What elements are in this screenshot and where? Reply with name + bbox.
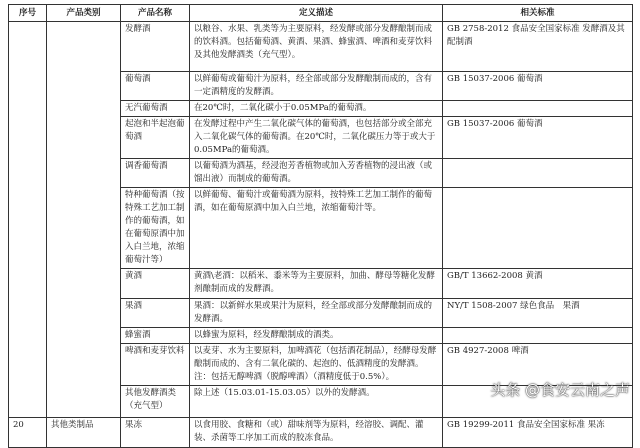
product-name: 葡萄酒 xyxy=(121,72,190,101)
standard: GB 4927-2008 啤酒 xyxy=(443,344,633,386)
product-name: 起泡和半起泡葡萄酒 xyxy=(121,117,190,159)
standard: GB 15037-2006 葡萄酒 xyxy=(443,117,633,159)
standard xyxy=(443,188,633,269)
definition: 以葡萄酒为酒基，经浸泡芳香植物或加入芳香植物的浸出液（或馏出液）而制成的葡萄酒。 xyxy=(190,159,443,188)
header-category: 产品类别 xyxy=(47,5,121,22)
watermark: 头条 @食安云南之声 xyxy=(490,381,630,399)
group20-desc: 以食用胶、食糖和（或）甜味剂等为原料，经溶胶、调配、灌装、杀菌等工序加工而成的胶冻食品。 xyxy=(190,418,443,448)
product-name: 其他发酵酒类（充气型） xyxy=(121,386,190,418)
header-name: 产品名称 xyxy=(121,5,190,22)
definition: 在20℃时，二氧化碳小于0.05MPa的葡萄酒。 xyxy=(190,101,443,117)
standard: GB 15037-2006 葡萄酒 xyxy=(443,72,633,101)
group20-name: 果冻 xyxy=(121,418,190,448)
group20-std: GB 19299-2011 食品安全国家标准 果冻 xyxy=(443,418,633,448)
standard: GB 2758-2012 食品安全国家标准 发酵酒及其配制酒 xyxy=(443,22,633,72)
product-name: 无汽葡萄酒 xyxy=(121,101,190,117)
product-name: 调香葡萄酒 xyxy=(121,159,190,188)
standard: GB/T 13662-2008 黄酒 xyxy=(443,269,633,299)
row-no-cell xyxy=(9,22,47,418)
group20-category: 其他类制品 xyxy=(47,418,121,448)
standard xyxy=(443,101,633,117)
definition: 黄酒\老酒：以稻米、黍米等为主要原料，加曲、酵母等糖化发酵剂酿制而成的发酵酒。 xyxy=(190,269,443,299)
table-row xyxy=(9,22,633,72)
table-row xyxy=(9,418,633,448)
definition: 果酒：以新鲜水果或果汁为原料，经全部或部分发酵酿制而成的发酵酒。 xyxy=(190,299,443,328)
product-name: 蜂蜜酒 xyxy=(121,328,190,344)
definition: 以鲜葡萄、葡萄汁或葡萄酒为原料，按特殊工艺加工制作的葡萄酒，如在葡萄原酒中加入白兰地，浓缩葡萄汁等。 xyxy=(190,188,443,269)
definition: 以粮谷、水果、乳类等为主要原料，经发酵或部分发酵酿制而成的饮料酒。包括葡萄酒、黄酒、果酒、蜂蜜酒、啤酒和麦芽饮料及其他发酵酒类（充气型）。 xyxy=(190,22,443,72)
standard: NY/T 1508-2007 绿色食品 果酒 xyxy=(443,299,633,328)
header-no: 序号 xyxy=(9,5,47,22)
definition: 以鲜葡萄或葡萄汁为原料，经全部或部分发酵酿制而成的，含有一定酒精度的发酵酒。 xyxy=(190,72,443,101)
definition: 以蜂蜜为原料，经发酵酿制成的酒类。 xyxy=(190,328,443,344)
header-standard: 相关标准 xyxy=(443,5,633,22)
product-name: 黄酒 xyxy=(121,269,190,299)
definition: 在发酵过程中产生二氧化碳气体的葡萄酒，也包括部分或全部充入二氧化碳气体的葡萄酒。在20℃时，二氧化碳压力等于或大于0.05MPa的葡萄酒。 xyxy=(190,117,443,159)
product-name: 果酒 xyxy=(121,299,190,328)
row-category-cell xyxy=(47,22,121,418)
standard xyxy=(443,159,633,188)
group20-no: 20 xyxy=(9,418,47,448)
product-name: 啤酒和麦芽饮料 xyxy=(121,344,190,386)
definition: 除上述（15.03.01-15.03.05）以外的发酵酒。 xyxy=(190,386,443,418)
product-name: 发酵酒 xyxy=(121,22,190,72)
standard xyxy=(443,328,633,344)
header-definition: 定义描述 xyxy=(190,5,443,22)
table-header xyxy=(9,5,633,22)
definition: 以麦芽、水为主要原料，加啤酒花（包括酒花制品），经酵母发酵酿制而成的、含有二氧化碳的、起泡的、低酒精度的发酵酒。注：包括无醇啤酒（脱醇啤酒）（酒精度低于0.5%）。 xyxy=(190,344,443,386)
product-name: 特种葡萄酒（按特殊工艺加工制作的葡萄酒，如在葡萄原酒中加入白兰地，浓缩葡萄汁等） xyxy=(121,188,190,269)
